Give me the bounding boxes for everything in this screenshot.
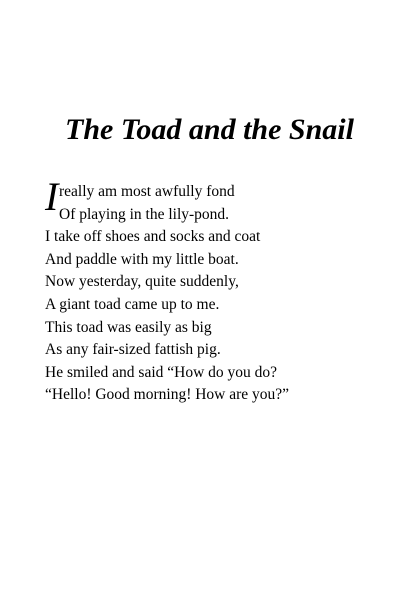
poem-line-9: He smiled and said “How do you do? bbox=[45, 363, 278, 381]
poem-line-6: A giant toad came up to me. bbox=[45, 295, 220, 313]
poem-line-5: Now yesterday, quite suddenly, bbox=[45, 273, 239, 291]
poem-line-8: As any fair-sized fattish pig. bbox=[45, 341, 221, 359]
poem-title: The Toad and the Snail bbox=[65, 113, 354, 146]
poem-line-3: I take off shoes and socks and coat bbox=[45, 228, 261, 246]
poem-line-4: And paddle with my little boat. bbox=[45, 250, 239, 268]
poem-line-2: Of playing in the lily-pond. bbox=[59, 205, 230, 223]
poem-line-1-text: really am most awfully fond bbox=[59, 183, 235, 200]
poem-line-7: This toad was easily as big bbox=[45, 318, 212, 336]
poem-body bbox=[45, 174, 405, 407]
drop-cap: I bbox=[45, 174, 59, 219]
poem-line-10: “Hello! Good morning! How are you?” bbox=[45, 386, 290, 404]
